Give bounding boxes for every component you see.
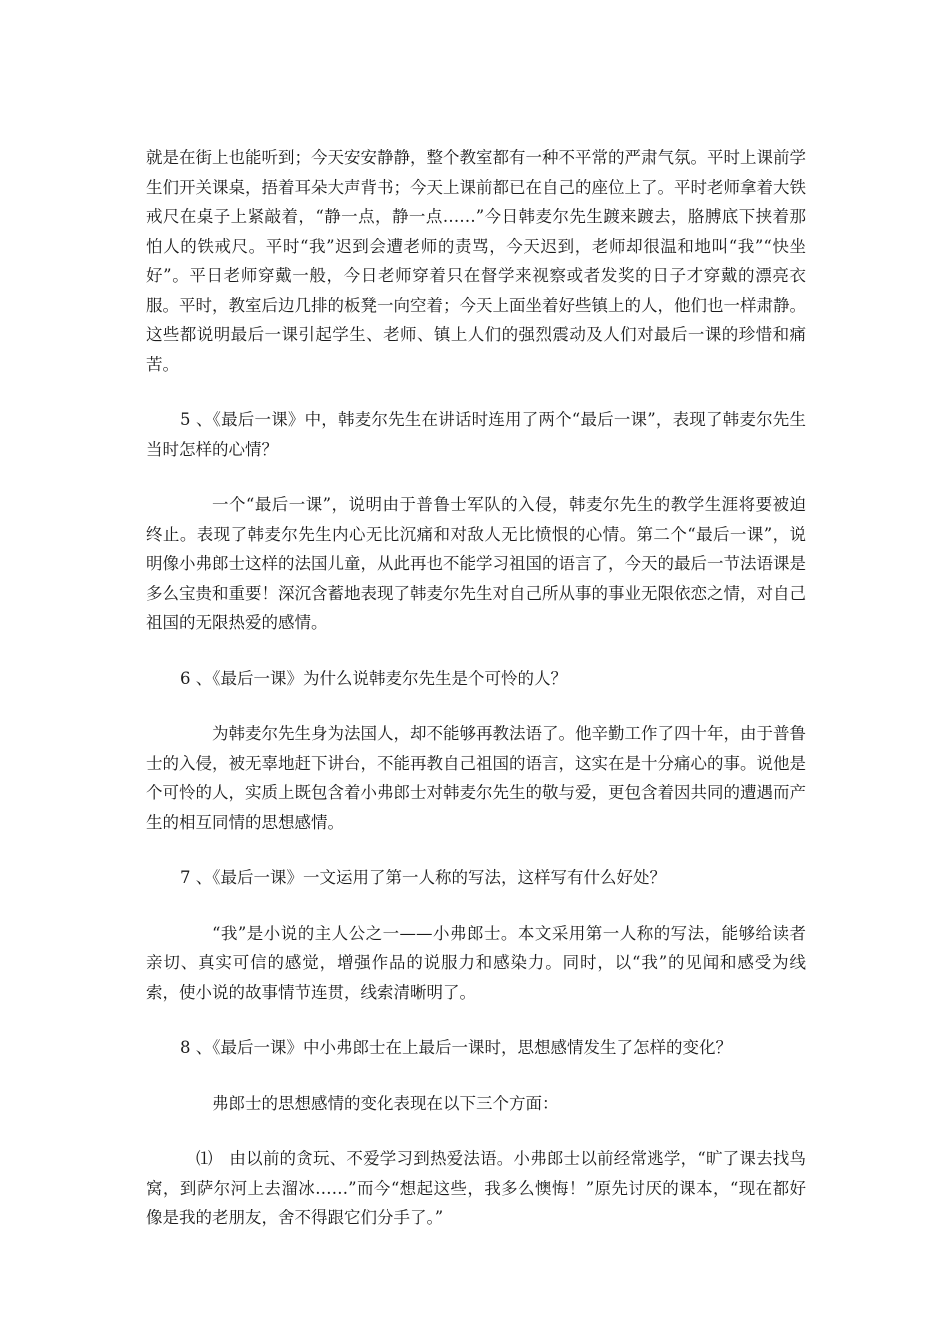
paragraph-gap xyxy=(146,464,806,490)
paragraph-gap xyxy=(146,1007,806,1033)
question-6: 6 、《最后一课》为什么说韩麦尔先生是个可怜的人？ xyxy=(180,668,567,688)
answer-8-intro: 弗郎士的思想感情的变化表现在以下三个方面： xyxy=(212,1093,559,1113)
answer-8-item-1: ⑴ 由以前的贪玩、不爱学习到热爱法语。小弗郎士以前经常逃学，“旷了课去找鸟窝，到萨尔河上去溜冰……”而今“想起这些，我多么懊悔！”原先讨厌的课本，“现在都好像是我的老朋友，舍不得跟它们分手了。” xyxy=(146,1149,806,1227)
question-8: 8 、《最后一课》中小弗郎士在上最后一课时，思想感情发生了怎样的变化？ xyxy=(180,1038,732,1057)
answer-6: 为韩麦尔先生身为法国人，却不能够再教法语了。他辛勤工作了四十年，由于普鲁士的入侵，被无辜地赶下讲台，不能再教自己祖国的语言，这实在是十分痛心的事。说他是个可怜的人，实质上既包含着小弗郎士对韩麦尔先生的敬与爱，更包含着因共同的遭遇而产生的相互同情的思想感情。 xyxy=(146,724,806,832)
paragraph-gap xyxy=(146,1063,806,1089)
question-7: 7 、《最后一课》一文运用了第一人称的写法，这样写有什么好处？ xyxy=(180,868,666,887)
answer-4-continued: 就是在街上也能听到；今天安安静静，整个教室都有一种不平常的严肃气氛。平时上课前学生们开关课桌，捂着耳朵大声背书；今天上课前都已在自己的座位上了。平时老师拿着大铁戒尺在桌子上紧敲着，“静一点，静一点……”今日韩麦尔先生踱来踱去，胳膊底下挟着那怕人的铁戒尺。平时“我”迟到会遭老师的责骂，今天迟到，老师却很温和地叫“我”“快坐好”。平日老师穿戴一般，今日老师穿着只在督学来视察或者发奖的日子才穿戴的漂亮衣服。平时，教室后边几排的板凳一向空着；今天上面坐着好些镇上的人，他们也一样肃静。这些都说明最后一课引起学生、老师、镇上人们的强烈震动及人们对最后一课的珍惜和痛苦。 xyxy=(146,148,806,374)
document-page xyxy=(146,143,806,1233)
paragraph-gap xyxy=(146,893,806,919)
answer-7: “我”是小说的主人公之一——小弗郎士。本文采用第一人称的写法，能够给读者亲切、真实可信的感觉，增强作品的说服力和感染力。同时，以“我”的见闻和感受为线索，使小说的故事情节连贯，线索清晰明了。 xyxy=(146,923,806,1002)
question-5: 5 、《最后一课》中，韩麦尔先生在讲话时连用了两个“最后一课”，表现了韩麦尔先生当时怎样的心情？ xyxy=(146,410,806,459)
paragraph-gap xyxy=(146,638,806,664)
paragraph-gap xyxy=(146,693,806,719)
paragraph-gap xyxy=(146,1118,806,1144)
paragraph-gap xyxy=(146,837,806,863)
paragraph-gap xyxy=(146,379,806,405)
answer-5: 一个“最后一课”，说明由于普鲁士军队的入侵，韩麦尔先生的教学生涯将要被迫终止。表现了韩麦尔先生内心无比沉痛和对敌人无比愤恨的心情。第二个“最后一课”，说明像小弗郎士这样的法国儿童，从此再也不能学习祖国的语言了，今天的最后一节法语课是多么宝贵和重要！深沉含蓄地表现了韩麦尔先生对自己所从事的事业无限依恋之情，对自己祖国的无限热爱的感情。 xyxy=(146,495,806,632)
